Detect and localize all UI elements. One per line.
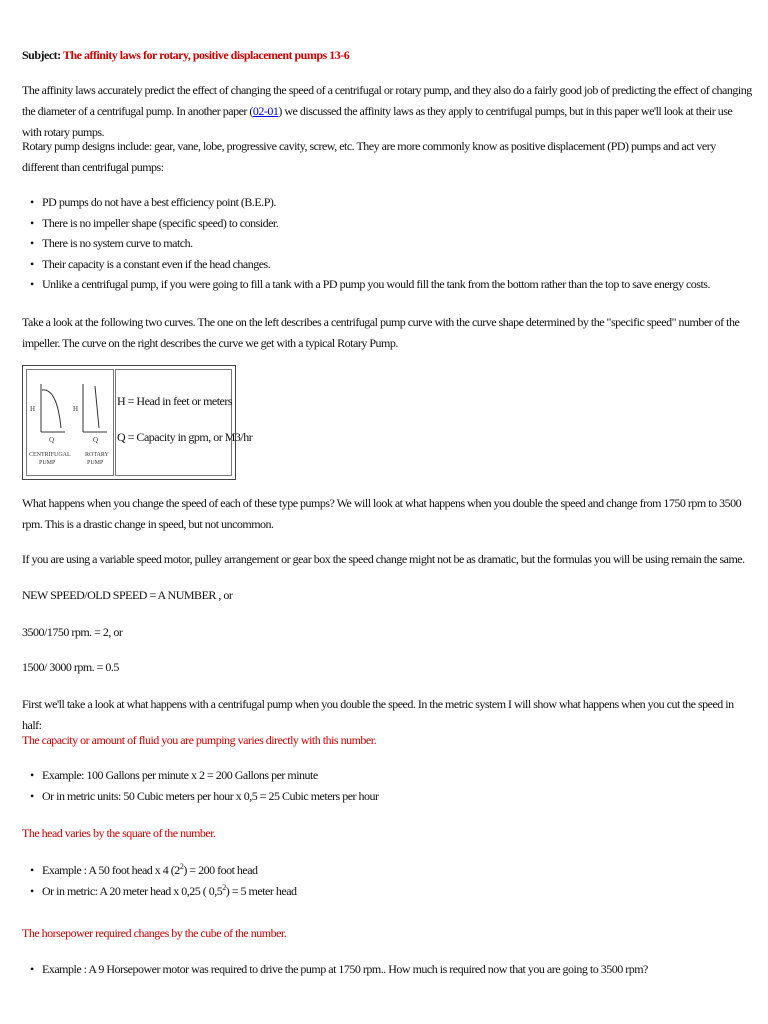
subject-line	[22, 45, 752, 66]
head-example-2-exponent: 2	[222, 882, 226, 892]
head-examples-list	[22, 860, 762, 901]
curves-paragraph: Take a look at the following two curves. The one on the left describes a centrifugal pump curve with the curve shape determined by the "specific speed" number of the impeller. The curve on the right describes the curve we get with a typical Rotary Pump.	[22, 315, 740, 350]
list-item: • There is no impeller shape (specific speed) to consider.	[22, 213, 762, 234]
designs-paragraph: Rotary pump designs include: gear, vane, lobe, progressive cavity, screw, etc. They are more commonly know as positive displacement (PD) pumps and act very different than centrifugal pumps:	[22, 139, 716, 174]
centrifugal-q-label: Q	[49, 436, 55, 444]
intro-text-after: ) we discussed the affinity laws as they apply to centrifugal pumps, but in this paper we'll look at their use with rotary pumps.	[22, 104, 733, 139]
head-example-1-result: ) = 200 foot head	[183, 863, 258, 877]
pump-curves-legend	[115, 369, 232, 476]
list-item	[22, 881, 762, 902]
list-item	[22, 860, 762, 881]
centrifugal-caption-2: PUMP	[39, 460, 56, 466]
horsepower-heading: The horsepower required changes by the cube of the number.	[22, 926, 287, 940]
rotary-caption-2: PUMP	[87, 460, 104, 466]
list-item: • Their capacity is a constant even if the head changes.	[22, 254, 762, 275]
pump-curves-figure	[22, 365, 253, 480]
head-example-1-exponent: 2	[179, 862, 184, 871]
double-speed-paragraph: What happens when you change the speed of each of these type pumps? We will look at what happens when you double the speed and change from 1750 rpm to 3500 rpm. This is a drastic change in speed, but not uncommon.	[22, 496, 742, 531]
horsepower-examples-list	[22, 959, 762, 980]
variable-speed-paragraph: If you are using a variable speed motor, pulley arrangement or gear box the speed change might not be as dramatic, but the formulas you will be using remain the same.	[22, 552, 745, 566]
capacity-heading: The capacity or amount of fluid you are pumping varies directly with this number.	[22, 733, 377, 747]
first-look-paragraph: First we'll take a look at what happens with a centrifugal pump when you double the speed. In the metric system I will show what happens when you cut the speed in half:	[22, 697, 734, 732]
capacity-examples-list	[22, 765, 762, 806]
legend-capacity: Q = Capacity in gpm, or M3/hr	[117, 430, 253, 444]
paper-02-01-link[interactable]: 02-01	[252, 104, 279, 118]
legend-head: H = Head in feet or meters	[117, 394, 233, 408]
speed-ratio-example-2: 1500/ 3000 rpm. = 0.5	[22, 660, 119, 674]
subject-title: The affinity laws for rotary, positive displacement pumps 13-6	[62, 48, 350, 62]
head-heading: The head varies by the square of the number.	[22, 826, 216, 840]
speed-ratio-formula: NEW SPEED/OLD SPEED = A NUMBER , or	[22, 588, 233, 602]
list-item: • Example: 100 Gallons per minute x 2 = 200 Gallons per minute	[22, 765, 762, 786]
rotary-q-label: Q	[93, 436, 99, 444]
head-example-2-result: ) = 5 meter head	[225, 883, 297, 898]
centrifugal-h-label: H	[30, 405, 36, 413]
head-example-2-text: Or in metric: A 20 meter head x 0,25 ( 0,5	[42, 883, 223, 898]
pump-curves-image	[26, 369, 114, 476]
list-item: • Example : A 9 Horsepower motor was required to drive the pump at 1750 rpm.. How much is required now that you are going to 3500 rpm?	[22, 959, 762, 980]
centrifugal-caption-1: CENTRIFUGAL	[29, 452, 71, 458]
rotary-h-label: H	[73, 405, 79, 413]
intro-text-before: The affinity laws accurately predict the effect of changing the speed of a centrifugal or rotary pump, and they also do a fairly good job of predicting the effect of changing the diameter of a centrifugal pump. In another paper (	[22, 83, 752, 118]
pd-characteristics-list	[22, 192, 762, 295]
subject-label: Subject:	[22, 48, 61, 62]
list-item: • PD pumps do not have a best efficiency point (B.E.P).	[22, 192, 762, 213]
rotary-caption-1: ROTARY	[85, 452, 109, 458]
intro-paragraph	[22, 80, 752, 143]
head-example-1-text: Example : A 50 foot head x 4 (2	[42, 863, 180, 877]
list-item: • There is no system curve to match.	[22, 233, 762, 254]
speed-ratio-example-1: 3500/1750 rpm. = 2, or	[22, 625, 123, 639]
list-item: • Or in metric units: 50 Cubic meters per hour x 0,5 = 25 Cubic meters per hour	[22, 786, 762, 807]
list-item: • Unlike a centrifugal pump, if you were going to fill a tank with a PD pump you would fill the tank from the bottom rather than the top to save energy costs.	[22, 274, 762, 295]
